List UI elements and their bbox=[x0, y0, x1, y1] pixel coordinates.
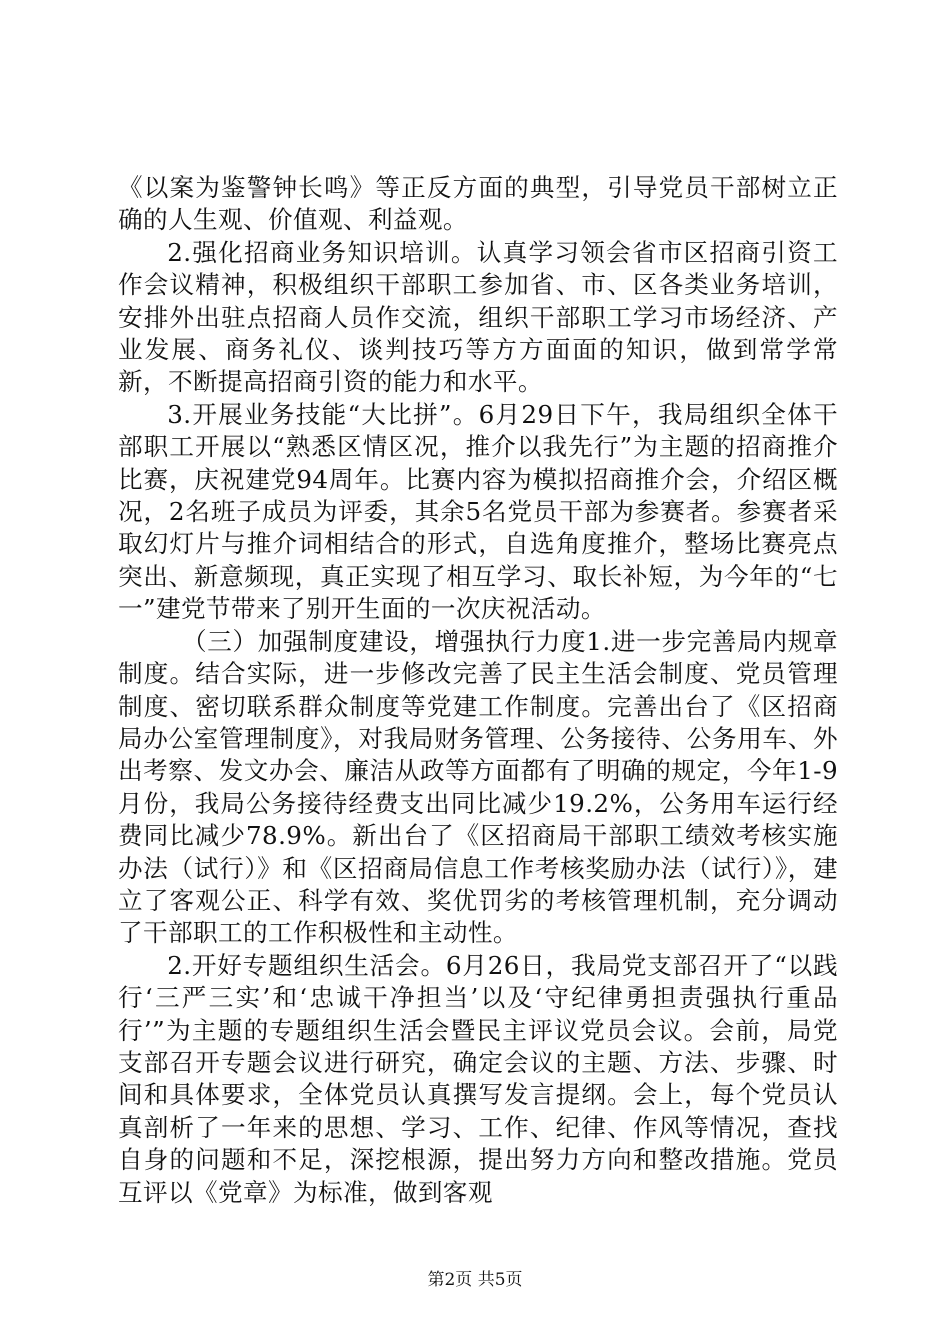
document-body bbox=[118, 172, 838, 1209]
paragraph-4: （三）加强制度建设，增强执行力度1.进一步完善局内规章制度。结合实际，进一步修改完善了民主生活会制度、党员管理制度、密切联系群众制度等党建工作制度。完善出台了《区招商局办公室管理制度》，对我局财务管理、公务接待、公务用车、外出考察、发文办会、廉洁从政等方面都有了明确的规定，今年1-9月份，我局公务接待经费支出同比减少19.2%，公务用车运行经费同比减少78.9%。新出台了《区招商局干部职工绩效考核实施办法（试行）》和《区招商局信息工作考核奖励办法（试行）》，建立了客观公正、科学有效、奖优罚劣的考核管理机制，充分调动了干部职工的工作积极性和主动性。 bbox=[118, 626, 838, 948]
paragraph-1: 《以案为鉴警钟长鸣》等正反方面的典型，引导党员干部树立正确的人生观、价值观、利益观。 bbox=[118, 173, 838, 235]
paragraph-2: 2.强化招商业务知识培训。认真学习领会省市区招商引资工作会议精神，积极组织干部职工参加省、市、区各类业务培训，安排外出驻点招商人员作交流，组织干部职工学习市场经济、产业发展、商务礼仪、谈判技巧等方方面面的知识，做到常学常新，不断提高招商引资的能力和水平。 bbox=[118, 237, 838, 397]
paragraph-5: 2.开好专题组织生活会。6月26日，我局党支部召开了“以践行‘三严三实’和‘忠诚干净担当’以及‘守纪律勇担责强执行重品行’”为主题的专题组织生活会暨民主评议党员会议。会前，局党支部召开专题会议进行研究，确定会议的主题、方法、步骤、时间和具体要求，全体党员认真撰写发言提纲。会上，每个党员认真剖析了一年来的思想、学习、工作、纪律、作风等情况，查找自身的问题和不足，深挖根源，提出努力方向和整改措施。党员互评以《党章》为标准，做到客观 bbox=[118, 950, 838, 1207]
paragraph-3: 3.开展业务技能“大比拼”。6月29日下午，我局组织全体干部职工开展以“熟悉区情区况，推介以我先行”为主题的招商推介比赛，庆祝建党94周年。比赛内容为模拟招商推介会，介绍区概况，2名班子成员为评委，其余5名党员干部为参赛者。参赛者采取幻灯片与推介词相结合的形式，自选角度推介，整场比赛亮点突出、新意频现，真正实现了相互学习、取长补短，为今年的“七一”建党节带来了别开生面的一次庆祝活动。 bbox=[118, 399, 838, 624]
page-footer: 第2页 共5页 bbox=[427, 1270, 523, 1290]
